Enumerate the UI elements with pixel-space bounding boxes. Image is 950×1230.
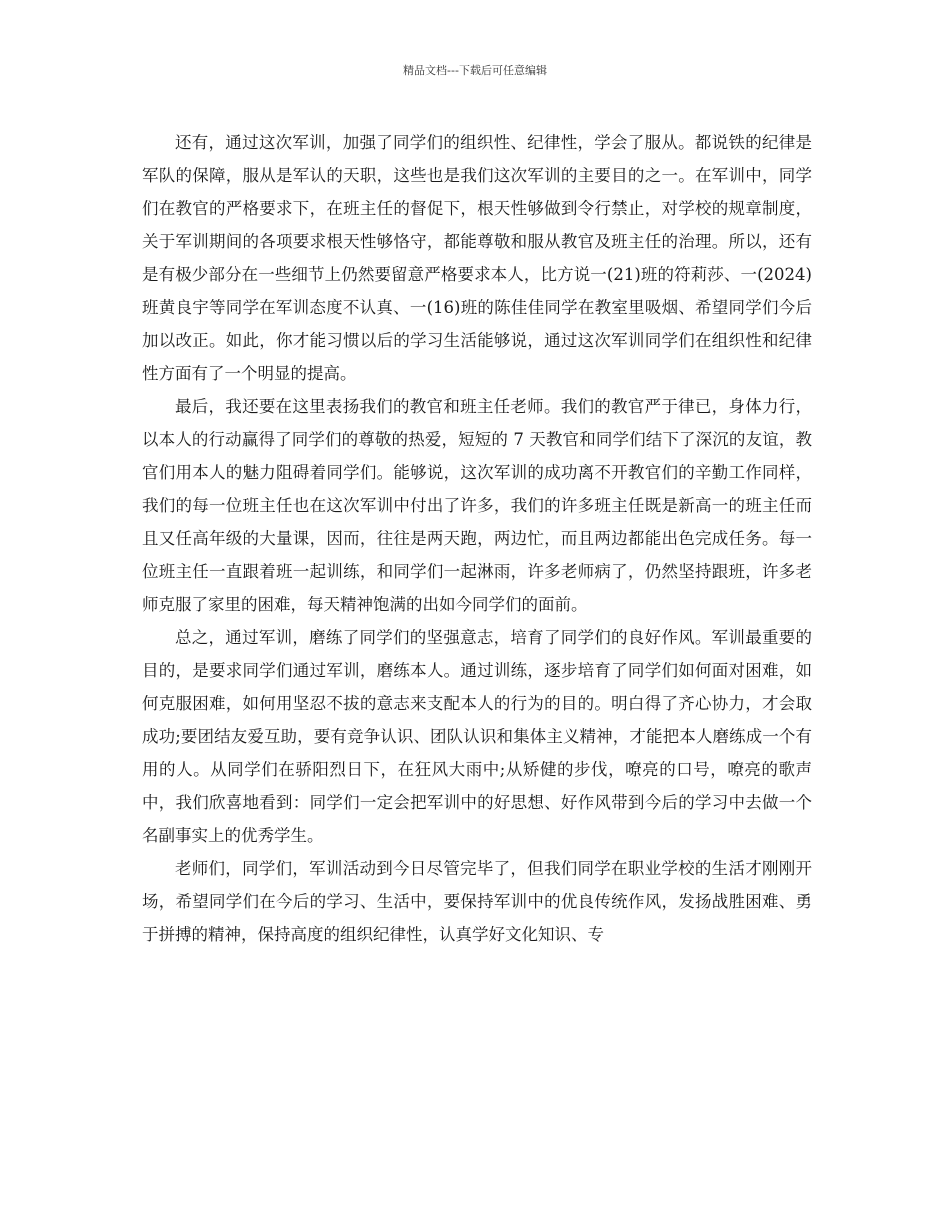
paragraph: 总之，通过军训，磨练了同学们的坚强意志，培育了同学们的良好作风。军训最重要的目的，是要求同学们通过军训，磨练本人。通过训练，逐步培育了同学们如何面对困难，如何克服困难，如何用坚忍不拔的意志来支配本人的行为的目的。明白得了齐心协力，才会取成功;要团结友爱互助，要有竞争认识、团队认识和集体主义精神，才能把本人磨练成一个有用的人。从同学们在骄阳烈日下，在狂风大雨中;从矫健的步伐，嘹亮的口号，嘹亮的歌声中，我们欣喜地看到：同学们一定会把军训中的好思想、好作风带到今后的学习中去做一个名副事实上的优秀学生。 (142, 628, 812, 845)
document-body (142, 126, 812, 951)
paragraph: 还有，通过这次军训，加强了同学们的组织性、纪律性，学会了服从。都说铁的纪律是军队的保障，服从是军认的天职，这些也是我们这次军训的主要目的之一。在军训中，同学们在教官的严格要求下，在班主任的督促下，根天性够做到令行禁止，对学校的规章制度，关于军训期间的各项要求根天性够恪守，都能尊敬和服从教官及班主任的治理。所以，还有是有极少部分在一些细节上仍然要留意严格要求本人，比方说一(21)班的符莉莎、一(2024)班黄良宇等同学在军训态度不认真、一(16)班的陈佳佳同学在教室里吸烟、希望同学们今后加以改正。如此，你才能习惯以后的学习生活能够说，通过这次军训同学们在组织性和纪律性方面有了一个明显的提高。 (142, 133, 812, 383)
paragraph: 老师们，同学们，军训活动到今日尽管完毕了，但我们同学在职业学校的生活才刚刚开场，希望同学们在今后的学习、生活中，要保持军训中的优良传统作风，发扬战胜困难、勇于拼搏的精神，保持高度的组织纪律性，认真学好文化知识、专 (142, 859, 812, 944)
paragraph: 最后，我还要在这里表扬我们的教官和班主任老师。我们的教官严于律已，身体力行，以本人的行动赢得了同学们的尊敬的热爱，短短的 7 天教官和同学们结下了深沉的友谊，教官们用本人的魅力阻碍着同学们。能够说，这次军训的成功离不开教官们的辛勤工作同样，我们的每一位班主任也在这次军训中付出了许多，我们的许多班主任既是新高一的班主任而且又任高年级的大量课，因而，往往是两天跑，两边忙，而且两边都能出色完成任务。每一位班主任一直跟着班一起训练，和同学们一起淋雨，许多老师病了，仍然坚持跟班，许多老师克服了家里的困难，每天精神饱满的出如今同学们的面前。 (142, 397, 812, 614)
page-header: 精品文档---下载后可任意编辑 (403, 64, 547, 77)
